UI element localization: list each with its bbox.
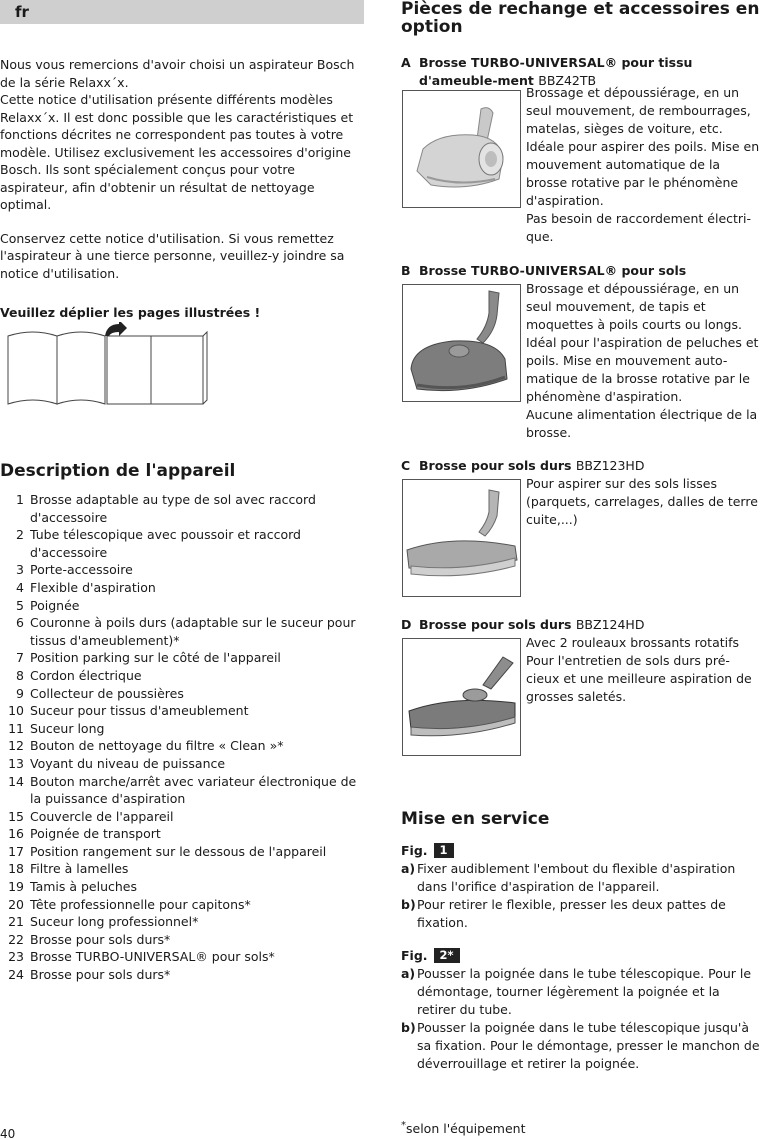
accessory-c-head (401, 457, 762, 475)
part-label: Brosse TURBO-UNIVERSAL® pour sols* (30, 949, 275, 965)
part-number: 17 (8, 843, 24, 859)
parts-list-item (0, 579, 362, 597)
part-label: Brosse pour sols durs* (30, 931, 171, 947)
fig-1-badge: 1 (434, 843, 454, 858)
part-number: 1 (16, 492, 24, 507)
part-label: Couronne à poils durs (adaptable sur le suceur pour tissus d'ameublement)* (30, 615, 356, 648)
accessory-a (401, 54, 762, 244)
part-label: Filtre à lamelles (30, 861, 129, 877)
parts-list-item (0, 860, 362, 878)
foldout-pages-illustration (5, 322, 210, 412)
part-label: Brosse adaptable au type de sol avec raccord d'accessoire (30, 492, 316, 525)
accessory-letter: B (401, 263, 411, 278)
parts-list-item (0, 685, 362, 703)
fig-2-badge: 2* (434, 948, 460, 963)
part-number: 15 (8, 808, 24, 824)
part-label: Suceur long professionnel* (30, 914, 199, 930)
part-number: 6 (16, 615, 24, 631)
part-number: 3 (16, 562, 24, 578)
part-label: Tube télescopique avec poussoir et raccord d'accessoire (30, 527, 301, 560)
step-text: Pousser la poignée dans le tube télescopique jusqu'à sa fixation. Pour le démontage, presser le manchon de déverrouillage et retirer la poignée. (417, 1020, 760, 1071)
parts-list-item (0, 773, 362, 808)
fig-1-label (401, 842, 454, 860)
part-label: Position parking sur le côté de l'appareil (30, 650, 281, 666)
parts-list-item (0, 913, 362, 931)
step-label: b) (401, 897, 416, 912)
language-tab (0, 0, 364, 24)
part-number: 20 (8, 896, 24, 912)
part-label: Flexible d'aspiration (30, 579, 156, 595)
part-label: Suceur pour tissus d'ameublement (30, 703, 249, 719)
part-number: 19 (8, 879, 24, 895)
step-text: Fixer audiblement l'embout du flexible d'aspiration dans l'orifice d'aspiration de l'appareil. (417, 861, 736, 894)
accessories-title: Pièces de rechange et accessoires en option (401, 0, 760, 37)
accessory-c-model: BBZ123HD (575, 458, 645, 473)
part-number: 23 (8, 949, 24, 965)
hard-floor-brush-d-image (402, 638, 521, 756)
step-label: a) (401, 966, 416, 981)
hard-floor-brush-c-image (402, 479, 521, 597)
step-label: b) (401, 1020, 416, 1035)
part-number: 24 (8, 967, 24, 983)
parts-list-item (0, 667, 362, 685)
description-title: Description de l'appareil (0, 461, 236, 481)
step-text: Pousser la poignée dans le tube télescopique. Pour le démontage, tourner légèrement la poignée et la retirer du tube. (417, 966, 752, 1017)
accessory-a-text: Brossage et dépoussiérage, en un seul mouvement, de rembourrages, matelas, sièges de voiture, etc. Idéale pour aspirer des poils. Mise en mouvement automatique de la brosse rotative par le phénomène d'aspiration. Pas besoin de raccordement électri-que. (526, 85, 760, 244)
turbo-upholstery-brush-image (402, 90, 521, 208)
footnote (401, 1117, 525, 1138)
part-label: Collecteur de poussières (30, 685, 184, 701)
parts-list-item (0, 737, 362, 755)
part-label: Tamis à peluches (30, 879, 138, 895)
part-label: Brosse pour sols durs* (30, 967, 171, 983)
footnote-mark: * (401, 1120, 406, 1131)
mise-en-service-title: Mise en service (401, 809, 550, 829)
footnote-text: selon l'équipement (406, 1121, 526, 1137)
parts-list-item (0, 597, 362, 615)
accessory-c-name: Brosse pour sols durs BBZ123HD (419, 458, 645, 473)
part-number: 21 (8, 914, 24, 930)
part-number: 10 (8, 703, 24, 719)
parts-list-item (0, 561, 362, 579)
accessory-b (401, 262, 762, 440)
part-number: 8 (16, 667, 24, 683)
part-label: Porte-accessoire (30, 562, 133, 578)
page-number: 40 (0, 1127, 16, 1140)
unfold-notice: Veuillez déplier les pages illustrées ! (0, 305, 261, 320)
part-number: 14 (8, 773, 24, 789)
part-number: 13 (8, 755, 24, 771)
part-number: 5 (16, 597, 24, 613)
step-item (401, 860, 762, 896)
fig-2-label (401, 947, 460, 965)
step-label: a) (401, 861, 416, 876)
part-label: Voyant du niveau de puissance (30, 755, 226, 771)
parts-list-item (0, 649, 362, 667)
accessory-b-text: Brossage et dépoussiérage, en un seul mouvement, de tapis et moquettes à poils courts ou longs. Idéal pour l'aspiration de peluches et poils. Mise en mouvement auto-matique de la brosse rotative par le phénomène d'aspiration. Aucune alimentation électrique de la brosse. (526, 281, 759, 440)
part-label: Suceur long (30, 720, 105, 736)
parts-list-item (0, 878, 362, 896)
part-label: Position rangement sur le dessous de l'appareil (30, 843, 327, 859)
step-item (401, 896, 762, 932)
accessory-d-name: Brosse pour sols durs BBZ124HD (419, 617, 645, 632)
intro-paragraph-2: Conservez cette notice d'utilisation. Si vous remettez l'aspirateur à une tierce personne, veuillez-y joindre sa notice d'utilisation. (0, 230, 345, 281)
parts-list-item (0, 896, 362, 914)
part-label: Couvercle de l'appareil (30, 808, 174, 824)
part-label: Tête professionnelle pour capitons* (30, 896, 251, 912)
parts-list-item (0, 948, 362, 966)
part-label: Bouton marche/arrêt avec variateur électronique de la puissance d'aspiration (30, 773, 357, 807)
parts-list-item (0, 755, 362, 773)
turbo-floor-brush-image (402, 284, 521, 402)
part-number: 11 (8, 720, 24, 736)
part-number: 12 (8, 738, 24, 754)
parts-list (0, 491, 362, 984)
parts-list-item (0, 720, 362, 738)
part-number: 18 (8, 861, 24, 877)
language-label: fr (15, 3, 29, 21)
part-number: 16 (8, 826, 24, 842)
fig-label-text: Fig. (401, 948, 428, 963)
accessory-d-head (401, 616, 762, 634)
accessory-letter: D (401, 617, 412, 632)
accessory-a-name: Brosse TURBO-UNIVERSAL® pour tissu d'ameuble-ment BBZ42TB (419, 55, 693, 88)
intro-paragraph-1: Nous vous remercions d'avoir choisi un aspirateur Bosch de la série Relaxx´x. Cette notice d'utilisation présente différents modèles Relaxx´x. Il est donc possible que les caractéristiques et fonctions décrites ne correspondent pas toutes à votre modèle. Utilisez exclusivement les accessoires d'origine Bosch. Ils sont spécialement conçus pour votre aspirateur, afin d'obtenir un résultat de nettoyage optimal. (0, 57, 355, 212)
parts-list-item (0, 614, 362, 649)
fig-2-steps (401, 965, 762, 1073)
step-item (401, 1019, 762, 1073)
accessory-letter: C (401, 458, 411, 473)
accessory-c (401, 457, 762, 527)
part-number: 2 (16, 527, 24, 543)
accessory-c-text: Pour aspirer sur des sols lisses (parquets, carrelages, dalles de terre cuite,...) (526, 476, 758, 527)
accessory-d (401, 616, 762, 704)
part-number: 7 (16, 650, 24, 666)
accessory-d-model: BBZ124HD (575, 617, 645, 632)
accessory-a-model: BBZ42TB (538, 72, 597, 88)
fig-1-steps (401, 860, 762, 932)
step-text: Pour retirer le flexible, presser les deux pattes de fixation. (417, 897, 726, 930)
part-label: Poignée (30, 597, 80, 613)
part-number: 9 (16, 685, 24, 701)
part-number: 22 (8, 931, 24, 947)
parts-list-item (0, 966, 362, 984)
parts-list-item (0, 931, 362, 949)
accessory-d-text: Avec 2 rouleaux brossants rotatifs Pour l'entretien de sols durs pré-cieux et une meilleure aspiration de grosses saletés. (526, 635, 752, 704)
part-number: 4 (16, 579, 24, 595)
parts-list-item (0, 808, 362, 826)
parts-list-item (0, 526, 362, 561)
part-label: Poignée de transport (30, 826, 161, 842)
part-label: Cordon électrique (30, 667, 142, 683)
part-label: Bouton de nettoyage du filtre « Clean »* (30, 738, 284, 754)
parts-list-item (0, 825, 362, 843)
parts-list-item (0, 491, 362, 526)
intro (0, 56, 362, 282)
fig-label-text: Fig. (401, 843, 428, 858)
step-item (401, 965, 762, 1019)
accessory-letter: A (401, 55, 411, 70)
parts-list-item (0, 843, 362, 861)
parts-list-item (0, 702, 362, 720)
accessory-b-name: Brosse TURBO-UNIVERSAL® pour sols (419, 262, 762, 297)
